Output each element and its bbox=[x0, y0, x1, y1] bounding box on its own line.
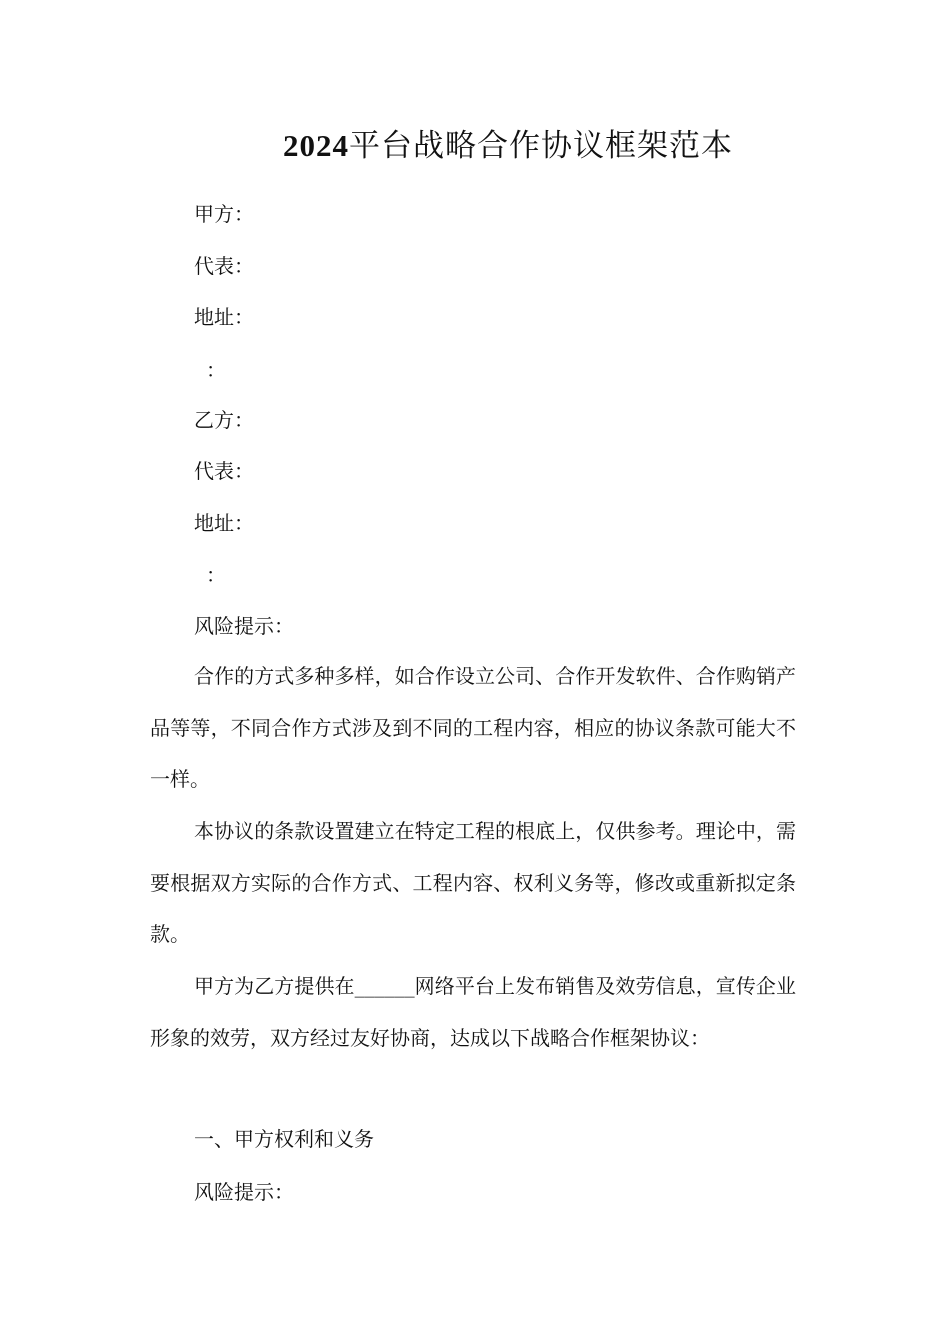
paragraph-1: 合作的方式多种多样，如合作设立公司、合作开发软件、合作购销产品等等，不同合作方式涉及到不同的工程内容，相应的协议条款可能大不一样。 bbox=[150, 664, 796, 791]
party-b-rep: 代表： bbox=[194, 459, 254, 483]
party-a-extra: ： bbox=[206, 358, 226, 382]
party-a-rep: 代表： bbox=[194, 254, 254, 278]
party-b-label: 乙方： bbox=[194, 408, 254, 432]
risk-label-2: 风险提示： bbox=[194, 1180, 294, 1204]
title-year: 2024 bbox=[283, 128, 349, 163]
document-title bbox=[0, 124, 950, 168]
paragraph-2: 本协议的条款设置建立在特定工程的根底上，仅供参考。理论中，需要根据双方实际的合作方式、工程内容、权利义务等，修改或重新拟定条款。 bbox=[150, 819, 796, 946]
risk-label-1: 风险提示： bbox=[194, 614, 294, 638]
party-a-label: 甲方： bbox=[194, 202, 254, 226]
party-b-address: 地址： bbox=[194, 511, 254, 535]
title-text: 平台战略合作协议框架范本 bbox=[349, 128, 733, 164]
section-heading-1: 一、甲方权利和义务 bbox=[194, 1127, 374, 1151]
party-a-address: 地址： bbox=[194, 305, 254, 329]
paragraph-3: 甲方为乙方提供在______网络平台上发布销售及效劳信息，宣传企业形象的效劳，双方经过友好协商，达成以下战略合作框架协议： bbox=[150, 974, 796, 1050]
party-b-extra: ： bbox=[206, 563, 226, 587]
